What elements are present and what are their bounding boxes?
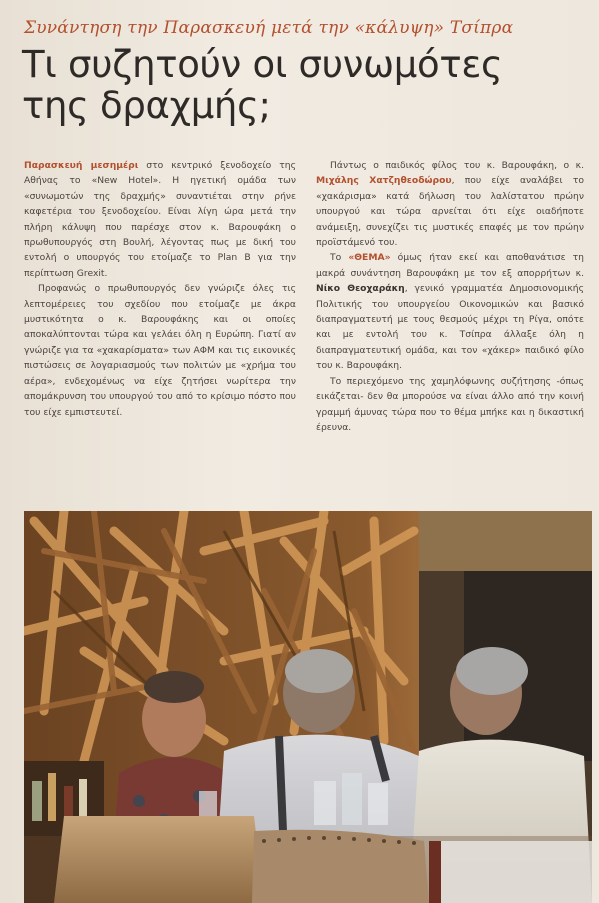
paragraph-text: Το [330,252,349,264]
paragraph-text: στο κεντρικό ξενοδοχείο της Αθήνας το «New Hotel». Η ηγετική ομάδα των «συνωμοτών της δραχμής» συναντιέται στην ρήνε καφετέρια του ξενοδοχείου. Είναι λίγη ώρα μετά την πλήρη κάλυψη που παρέσχε στον κ. Βαρουφάκη ο πρωθυπουργός στη Βουλή, λέγοντας πως με δική του εντολή ο υπουργός του ετοίμαζε το Plan B για την περίπτωση Grexit. [24,160,297,279]
headline-line-2: της δραχμής; [22,84,271,127]
publication-name: «ΘΕΜΑ» [348,252,391,264]
article-photo [24,511,592,903]
paragraph: Το περιεχόμενο της χαμηλόφωνης συζήτησης -όπως εικάζεται- δεν θα μπορούσε να είναι άλλο από την κοινή γραμμή άμυνας τώρα που το θέμα μπήκε και η δικαστική έρευνα. [316,375,584,433]
restaurant-meeting-photo [24,511,592,903]
article-column-right [316,158,584,435]
paragraph-text: , που είχε αναλάβει το «χακάρισμα» κατά δήλωση του λαλίστατου πρώην υπουργού και τώρα αρνείται ότι είχε οιαδήποτε ανάμειξη, συνεχίζει τις μυστικές επαφές με τον πρώην προϊστάμενό του. [316,175,584,249]
paragraph [316,158,584,250]
headline-line-1: Τι συζητούν οι συνωμότες [22,43,503,86]
paragraph: Προφανώς ο πρωθυπουργός δεν γνώριζε όλες τις λεπτομέρειες του σχεδίου που ετοίμαζε με άκρα μυστικότητα ο κ. Βαρουφάκης και οι οποίες αποκαλύπτονται τώρα και γελάει όλη η Ευρώπη. Γιατί αν γνώριζε για τα «χακαρίσματα» των ΑΦΜ και τις εικονικές πιστώσεις σε λογαριασμούς των πολιτών με «χρήμα του αέρα», ενδεχομένως να είχε ζητήσει νωρίτερα την απομάκρυνση του υπουργού του από το κρίσιμο πόστο που του είχε εμπιστευτεί. [24,283,296,418]
article-column-left [24,158,296,420]
person-name: Μιχάλης Χατζηθεοδώρου [316,175,452,187]
lead-in: Παρασκευή μεσημέρι [24,160,139,171]
person-name: Νίκο Θεοχαράκη [316,283,405,295]
paragraph-text: , γενικό γραμματέα Δημοσιονομικής Πολιτικής του υπουργείου Οικονομικών και βασικό διαπραγματευτή με τους θεσμούς μέχρι τη Ρίγα, οπότε και με εντολή του κ. Τσίπρα άλλαξε όλη η διαπραγματευτική ομάδα, και τον «χάκερ» παιδικό φίλο του κ. Βαρουφάκη. [316,283,584,372]
article-headline [22,44,582,126]
paragraph-text: όμως ήταν εκεί και αποθανάτισε τη μακρά συνάντηση Βαρουφάκη με τον εξ απορρήτων κ. [316,252,584,279]
paragraph-text: Πάντως ο παιδικός φίλος του κ. Βαρουφάκη, ο κ. [330,160,584,171]
article-kicker: Συνάντηση την Παρασκευή μετά την «κάλυψη» Τσίπρα [24,18,514,38]
paragraph [24,158,296,281]
paragraph [316,250,584,373]
